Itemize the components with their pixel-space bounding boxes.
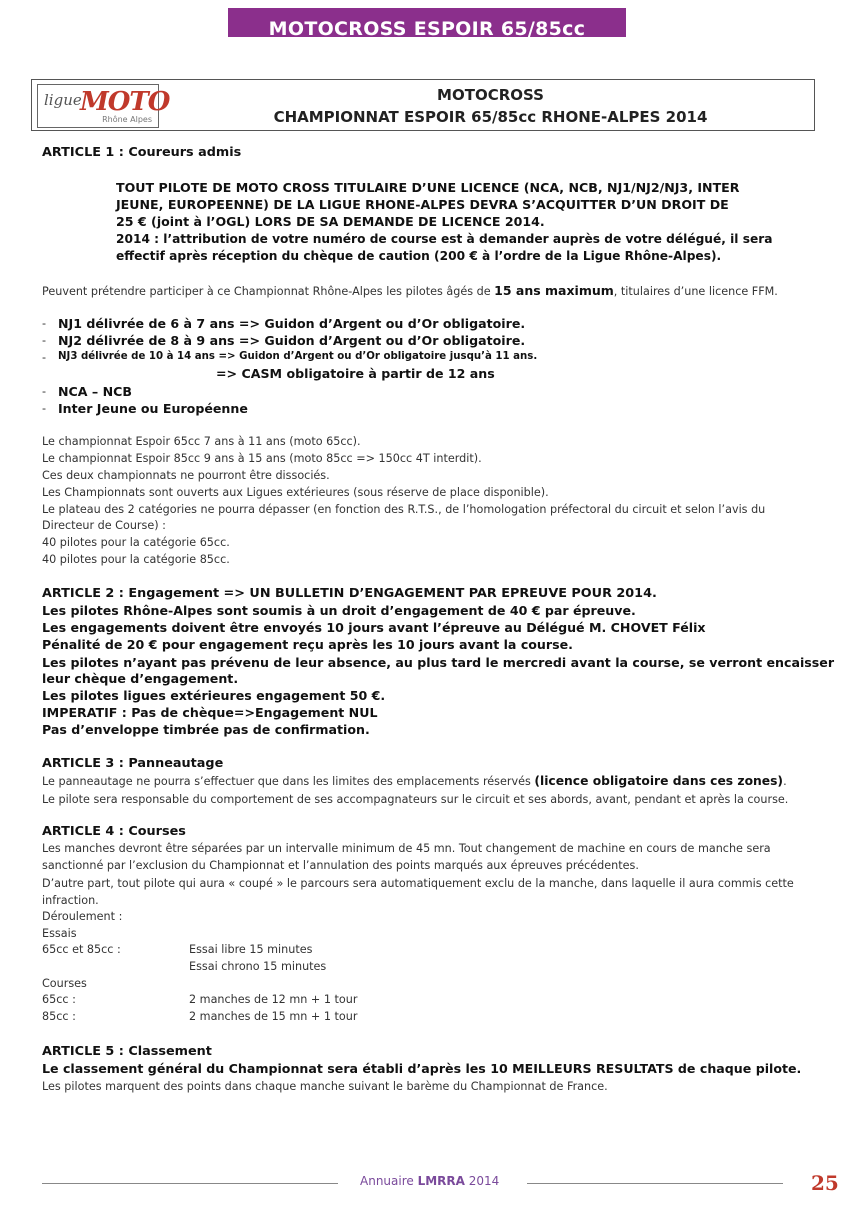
- article1-bold-line: TOUT PILOTE DE MOTO CROSS TITULAIRE D’UNE LICENCE (NCA, NCB, NJ1/NJ2/NJ3, INTER: [116, 180, 740, 195]
- article1-paragraph: 40 pilotes pour la catégorie 65cc.: [42, 536, 230, 549]
- article3-title: ARTICLE 3 : Panneautage: [42, 756, 224, 771]
- essais-label: 65cc et 85cc :: [42, 943, 121, 956]
- footer-year: 2014: [464, 1174, 500, 1188]
- ligue-moto-logo: [37, 84, 170, 128]
- logo-ligue-text: ligue: [44, 91, 82, 109]
- footer-annuaire: [360, 1174, 499, 1188]
- article3-line1-bold: (licence obligatoire dans ces zones): [534, 774, 784, 788]
- age-line-post: , titulaires d’une licence FFM.: [613, 285, 778, 298]
- age-line-pre: Peuvent prétendre participer à ce Championnat Rhône-Alpes les pilotes âgés de: [42, 285, 495, 298]
- section-banner: MOTOCROSS ESPOIR 65/85cc: [228, 8, 626, 37]
- logo-region-text: Rhône Alpes: [102, 115, 152, 124]
- article1-paragraph: Les Championnats sont ouverts aux Ligues extérieures (sous réserve de place disponible).: [42, 486, 549, 499]
- article1-bold-line: JEUNE, EUROPEENNE) DE LA LIGUE RHONE-ALPES DEVRA S’ACQUITTER D’UN DROIT DE: [116, 197, 729, 212]
- course-category-label: 65cc :: [42, 993, 76, 1006]
- page-number: 25: [811, 1171, 839, 1195]
- article2-title: ARTICLE 2 : Engagement => UN BULLETIN D’ENGAGEMENT PAR EPREUVE POUR 2014.: [42, 586, 657, 601]
- article1-bold-line: effectif après réception du chèque de caution (200 € à l’ordre de la Ligue Rhône-Alpes).: [116, 249, 722, 263]
- article3-line1-post: .: [783, 775, 787, 788]
- article1-paragraph: Le championnat Espoir 85cc 9 ans à 15 ans (moto 85cc => 150cc 4T interdit).: [42, 452, 482, 465]
- article4-line: Déroulement :: [42, 910, 123, 923]
- essais-value: Essai libre 15 minutes: [189, 943, 313, 956]
- licence-list-item: NJ3 délivrée de 10 à 14 ans => Guidon d’Argent ou d’Or obligatoire jusqu’à 11 ans.: [58, 351, 538, 362]
- essais-value: Essai chrono 15 minutes: [189, 960, 327, 973]
- article1-paragraph: Directeur de Course) :: [42, 519, 166, 532]
- list-dash: -: [42, 351, 47, 364]
- article2-line: leur chèque d’engagement.: [42, 671, 239, 686]
- course-category-label: 85cc :: [42, 1010, 76, 1023]
- article4-line: Essais: [42, 927, 77, 940]
- article3-line2: Le pilote sera responsable du comportement de ses accompagnateurs sur le circuit et ses abords, avant, pendant et après la course.: [42, 793, 789, 806]
- article4-title: ARTICLE 4 : Courses: [42, 824, 186, 839]
- header-title-line2: CHAMPIONNAT ESPOIR 65/85cc RHONE-ALPES 2014: [273, 108, 708, 126]
- list-dash: -: [42, 334, 47, 347]
- logo-moto-text: MOTO: [80, 87, 170, 117]
- article1-paragraph: Le plateau des 2 catégories ne pourra dépasser (en fonction des R.T.S., de l’homologation préfectoral du circuit et selon l’avis du: [42, 503, 766, 516]
- article1-title-rest: : Coureurs admis: [114, 145, 242, 160]
- licence-list-item: NCA – NCB: [58, 384, 132, 399]
- article2-line: Les pilotes ligues extérieures engagement 50 €.: [42, 688, 386, 703]
- courses-label: Courses: [42, 977, 87, 990]
- header-title-line1: MOTOCROSS: [437, 86, 544, 104]
- article1-paragraph: Le championnat Espoir 65cc 7 ans à 11 ans (moto 65cc).: [42, 435, 361, 448]
- licence-list-item: => CASM obligatoire à partir de 12 ans: [216, 366, 495, 381]
- article5-line: Les pilotes marquent des points dans chaque manche suivant le barème du Championnat de France.: [42, 1080, 608, 1093]
- age-line-bold: 15 ans maximum: [494, 283, 614, 298]
- article2-line: Les pilotes n’ayant pas prévenu de leur absence, au plus tard le mercredi avant la course, se verront encaisser: [42, 655, 835, 670]
- article2-line: Pénalité de 20 € pour engagement reçu après les 10 jours avant la course.: [42, 637, 573, 652]
- article1-paragraph: Ces deux championnats ne pourront être dissociés.: [42, 469, 330, 482]
- article1-bold-line: 25 € (joint à l’OGL) LORS DE SA DEMANDE DE LICENCE 2014.: [116, 214, 545, 229]
- article2-line: Pas d’enveloppe timbrée pas de confirmation.: [42, 722, 370, 737]
- article1-age-line: [42, 283, 778, 298]
- article2-line: Les engagements doivent être envoyés 10 jours avant l’épreuve au Délégué M. CHOVET Félix: [42, 620, 706, 635]
- footer-rule-right: [527, 1183, 783, 1184]
- licence-list-item: NJ2 délivrée de 8 à 9 ans => Guidon d’Argent ou d’Or obligatoire.: [58, 333, 526, 348]
- list-dash: -: [42, 317, 47, 330]
- article1-bold-line: 2014 : l’attribution de votre numéro de course est à demander auprès de votre délégué, il sera: [116, 232, 773, 246]
- article4-line: D’autre part, tout pilote qui aura « coupé » le parcours sera automatiquement exclu de la manche, dans laquelle il aura commis cette: [42, 877, 794, 890]
- article3-line1: [42, 774, 787, 788]
- header-box: [31, 79, 815, 131]
- course-category-value: 2 manches de 12 mn + 1 tour: [189, 993, 358, 1006]
- article2-line: IMPERATIF : Pas de chèque=>Engagement NUL: [42, 705, 378, 720]
- list-dash: -: [42, 385, 47, 398]
- licence-list-item: Inter Jeune ou Européenne: [58, 401, 248, 416]
- article4-line: Les manches devront être séparées par un intervalle minimum de 45 mn. Tout changement de machine en cours de manche sera: [42, 842, 771, 855]
- list-dash: -: [42, 402, 47, 415]
- course-category-value: 2 manches de 15 mn + 1 tour: [189, 1010, 358, 1023]
- article5-title: ARTICLE 5 : Classement: [42, 1044, 212, 1059]
- article3-line1-pre: Le panneautage ne pourra s’effectuer que dans les limites des emplacements réservés: [42, 775, 535, 788]
- article1-title-bold: ARTICLE 1: [42, 145, 115, 160]
- footer-rule-left: [42, 1183, 338, 1184]
- article1-title: [42, 145, 241, 160]
- article2-line: Les pilotes Rhône-Alpes sont soumis à un droit d’engagement de 40 € par épreuve.: [42, 603, 636, 618]
- footer-annuaire-word: Annuaire: [360, 1174, 418, 1188]
- article4-line: infraction.: [42, 894, 99, 907]
- licence-list-item: NJ1 délivrée de 6 à 7 ans => Guidon d’Argent ou d’Or obligatoire.: [58, 316, 526, 331]
- article1-paragraph: 40 pilotes pour la catégorie 85cc.: [42, 553, 230, 566]
- article4-line: sanctionné par l’exclusion du Championnat et l’annulation des points marqués aux épreuves précédentes.: [42, 859, 639, 872]
- footer-lmrra: LMRRA: [417, 1174, 465, 1188]
- article5-bold-line: Le classement général du Championnat sera établi d’après les 10 MEILLEURS RESULTATS de chaque pilote.: [42, 1061, 802, 1076]
